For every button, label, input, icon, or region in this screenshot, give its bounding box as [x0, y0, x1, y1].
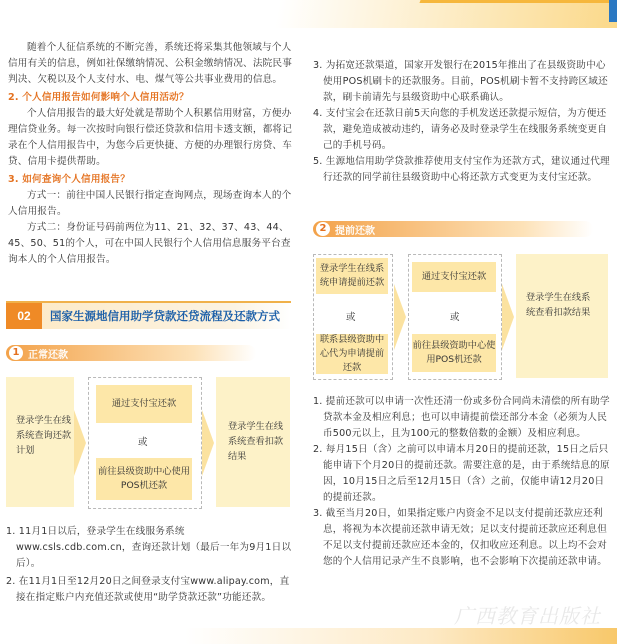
flow-arrow: [74, 410, 86, 476]
q3-way1-text: 前往中国人民银行指定查询网点，现场查询本人的个人信用报告。: [8, 190, 292, 217]
list-item: 1. 提前还款可以申请一次性还清一份或多份合同尚未清偿的所有助学贷款本金及相应利息；也可以申请提前偿还部分本金（必须为人民币500元以上，且为100元的整数倍数的金额）及相应利息。: [313, 396, 610, 439]
section-title: 国家生源地信用助学贷款还贷流程及还款方式: [50, 309, 280, 323]
flow-or: 或: [138, 437, 148, 448]
early-or-mid: 或: [450, 312, 460, 323]
flow-view-result: 登录学生在线系统查看扣款结果: [216, 377, 290, 507]
early-view-result: 登录学生在线系统查看扣款结果: [516, 254, 608, 378]
q2-paragraph: 个人信用报告的最大好处就是帮助个人积累信用财富，方便办理信贷业务。每一次按时向银行偿还贷款和信用卡透支额，都将记录在个人信用报告中，为您今后更快捷、方便的办理银行房贷、车贷、信用卡提供帮助。: [8, 108, 293, 167]
early-repay-header: [313, 221, 593, 237]
flow-option-pos: 前往县级资助中心使用POS机还款: [96, 458, 192, 500]
list-item: 3. 为拓宽还款渠道，国家开发银行在2015年推出了在县级资助中心使用POS机刷卡的还款服务。目前，POS机刷卡暂不支持跨区域还款，刷卡前请先与县级资助中心联系确认。: [313, 60, 608, 103]
left-column: [8, 40, 296, 268]
q3-way2-text: 身份证号码前两位为11、21、32、37、43、44、45、50、51的个人，可在中国人民银行个人信用信息服务平台查询本人的个人信用报告。: [8, 222, 291, 265]
flow-arrow: [394, 284, 406, 350]
section-number: 02: [6, 303, 42, 329]
early-option-online: 登录学生在线系统申请提前还款: [316, 258, 388, 294]
q2-heading: 2. 个人信用报告如何影响个人信用活动？: [8, 92, 189, 103]
section-title-bar: [6, 301, 291, 329]
early-or-left: 或: [346, 312, 356, 323]
early-option-center: 联系县级资助中心代为申请提前还款: [316, 334, 388, 374]
list-item: 1. 11月1日以后，登录学生在线服务系统www.csls.cdb.com.cn，查询还款计划（最后一年为9月1日以后）。: [6, 526, 292, 569]
footer-band: [0, 628, 617, 644]
q3-heading: 3. 如何查询个人信用报告？: [8, 174, 130, 185]
list-item: 2. 每月15日（含）之前可以申请本月20日的提前还款，15日之后只能申请下个月20日的提前还款。需要注意的是，由于系统结息的原因，10月15日之后至12月15日（含）之前，仅能申请12月20日的提前还款。: [313, 444, 610, 503]
flow-query-plan: 登录学生在线系统查询还款计划: [6, 377, 74, 507]
right-column: [313, 58, 613, 186]
q3-way2: [8, 220, 296, 268]
intro-paragraph: 随着个人征信系统的不断完善，系统还将采集其他领域与个人信用有关的信息，例如社保缴纳情况、公积金缴纳情况、法院民事判决、欠税以及个人支付水、电、煤气等公共事业费用的信息。: [8, 42, 293, 85]
early-repay-notes: [313, 394, 611, 570]
list-item: 3. 截至当月20日，如果指定账户内资金不足以支付提前还款应还利息，将视为本次提前还款申请无效；足以支付提前还款应还利息但不足以支付提前还款应还本金的，仅扣收应还利息。以上均不会对您的个人信用记录产生不良影响，也不会影响下次提前还款申请。: [313, 508, 608, 567]
watermark-text: 广西教育出版社: [454, 604, 601, 628]
early-repay-number: 2: [316, 222, 330, 236]
normal-repay-title: 正常还款: [28, 350, 68, 361]
early-option-pos: 前往县级资助中心使用POS机还款: [412, 334, 496, 372]
q3-way1-label: 方式一：: [27, 190, 67, 201]
header-band: [0, 0, 617, 28]
flow-arrow: [502, 284, 514, 350]
early-option-alipay: 通过支付宝还款: [412, 262, 496, 292]
list-item: 4. 支付宝会在还款日前5天向您的手机发送还款提示短信，为方便还款，避免造成被动违约，请务必及时登录学生在线服务系统变更自己的手机号码。: [313, 108, 608, 151]
q3-way1: [8, 188, 296, 220]
normal-repay-notes: [6, 524, 296, 606]
side-tab: [609, 0, 617, 22]
list-item: 5. 生源地信用助学贷款推荐使用支付宝作为还款方式，建议通过代理行还款的同学前往县级资助中心将还款方式变更为支付宝还款。: [313, 156, 610, 183]
q3-way2-label: 方式二：: [27, 222, 67, 233]
normal-repay-number: 1: [9, 346, 23, 360]
list-item: 2. 在11月1日至12月20日之间登录支付宝www.alipay.com，直接在指定账户内充值还款或使用“助学贷款还款”功能还款。: [6, 576, 290, 603]
header-stripe: [419, 0, 617, 3]
flow-option-alipay: 通过支付宝还款: [96, 385, 192, 423]
normal-repay-header: [6, 345, 256, 361]
early-repay-title: 提前还款: [335, 226, 375, 237]
flow-arrow: [202, 410, 214, 476]
